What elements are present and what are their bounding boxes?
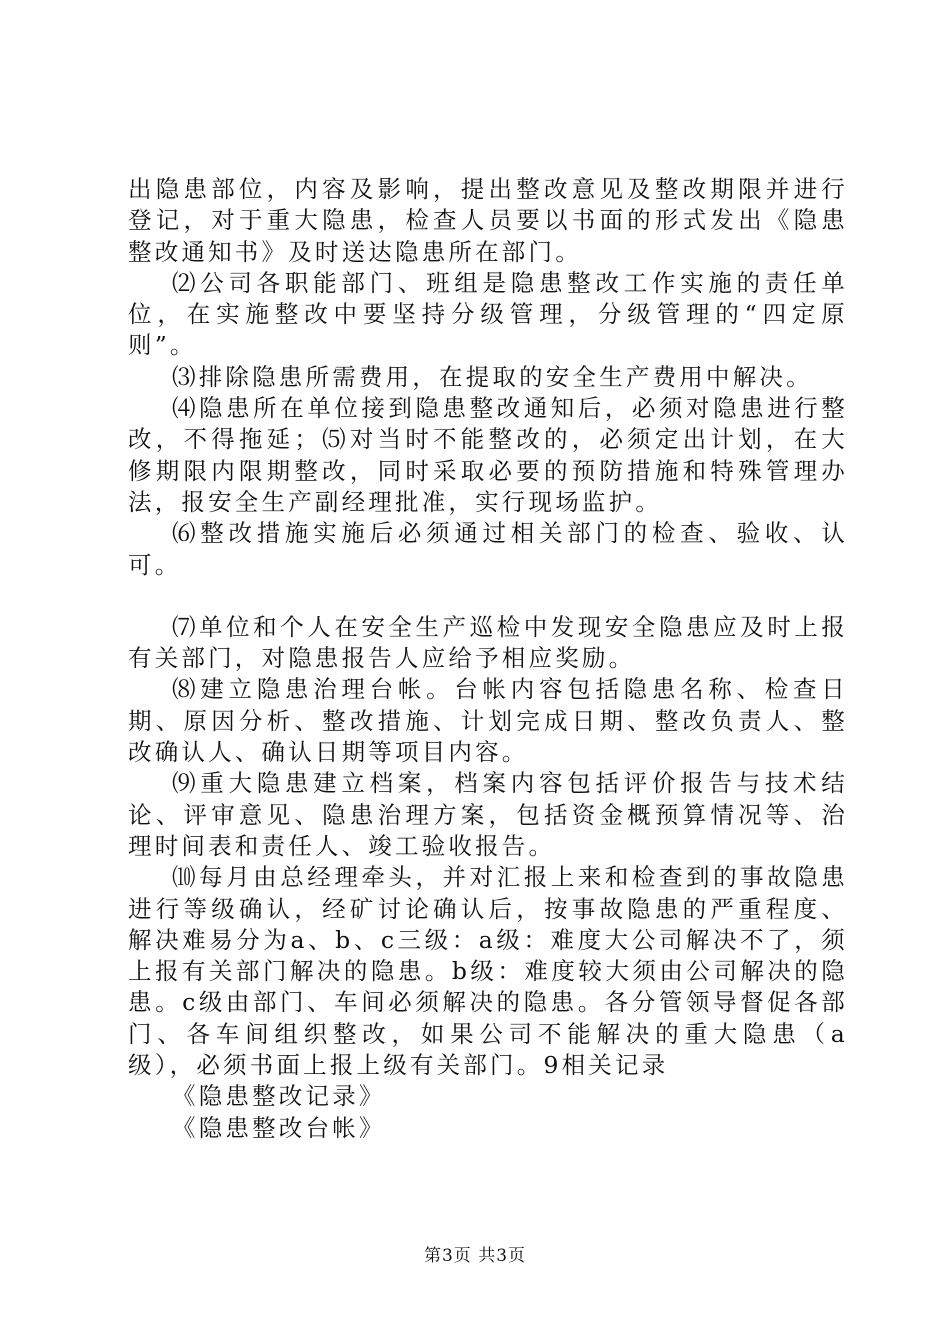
paragraph-spacer	[128, 581, 848, 612]
paragraph-item-8: ⑻建立隐患治理台帐。台帐内容包括隐患名称、检查日期、原因分析、整改措施、计划完成日期、整改负责人、整改确认人、确认日期等项目内容。	[128, 675, 848, 767]
paragraph-item-2: ⑵公司各职能部门、班组是隐患整改工作实施的责任单位，在实施整改中要坚持分级管理，分级管理的“四定原则”。	[128, 268, 848, 360]
document-body	[128, 174, 848, 1144]
paragraph-item-3: ⑶排除隐患所需费用，在提取的安全生产费用中解决。	[172, 362, 813, 391]
paragraph-item-7: ⑺单位和个人在安全生产巡检中发现安全隐患应及时上报有关部门，对隐患报告人应给予相应奖励。	[128, 612, 848, 673]
paragraph-continuation: 出隐患部位，内容及影响，提出整改意见及整改期限并进行登记，对于重大隐患，检查人员要以书面的形式发出《隐患整改通知书》及时送达隐患所在部门。	[128, 175, 848, 266]
paragraph-item-10: ⑽每月由总经理牵头，并对汇报上来和检查到的事故隐患进行等级确认，经矿讨论确认后，按事故隐患的严重程度、解决难易分为a、b、c三级：a级：难度大公司解决不了，须上报有关部门解决的隐患。b级：难度较大须由公司解决的隐患。c级由部门、车间必须解决的隐患。各分管领导督促各部门、各车间组织整改，如果公司不能解决的重大隐患（a级），必须书面上报上级有关部门。9相关记录	[128, 863, 848, 1080]
page-footer: 第3页 共3页	[423, 1246, 527, 1266]
paragraph-item-4-5: ⑷隐患所在单位接到隐患整改通知后，必须对隐患进行整改，不得拖延；⑸对当时不能整改的，必须定出计划，在大修期限内限期整改，同时采取必要的预防措施和特殊管理办法，报安全生产副经理批准，实行现场监护。	[128, 394, 848, 516]
record-rectification-log: 《隐患整改记录》	[172, 1082, 386, 1111]
paragraph-item-6: ⑹整改措施实施后必须通过相关部门的检查、验收、认可。	[128, 519, 848, 579]
record-rectification-ledger: 《隐患整改台帐》	[172, 1113, 386, 1142]
paragraph-item-9: ⑼重大隐患建立档案，档案内容包括评价报告与技术结论、评审意见、隐患治理方案，包括资金概预算情况等、治理时间表和责任人、竣工验收报告。	[128, 769, 848, 860]
